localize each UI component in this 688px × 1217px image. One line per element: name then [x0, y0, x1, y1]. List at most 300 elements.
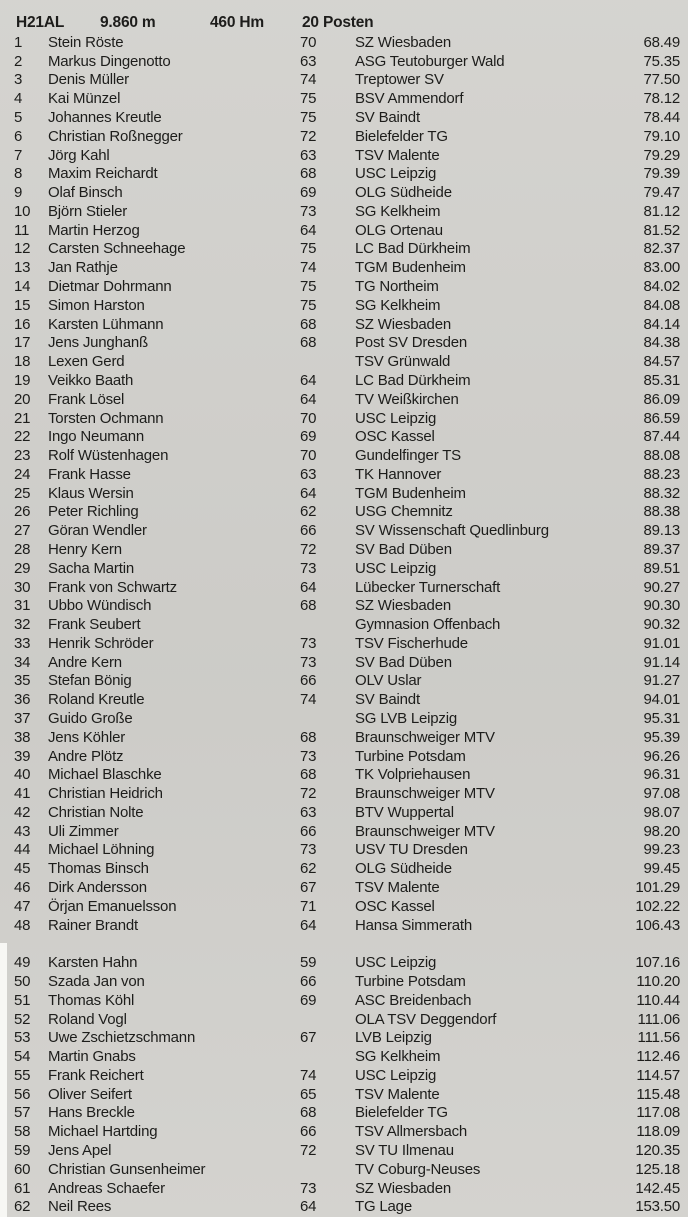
result-club: USG Chemnitz [355, 503, 453, 521]
result-yob: 69 [300, 184, 317, 202]
result-club: SG Kelkheim [355, 1048, 441, 1066]
result-time: 90.30 [643, 597, 680, 615]
result-club: Gymnasion Offenbach [355, 616, 501, 634]
result-place: 18 [14, 353, 31, 371]
result-time: 79.47 [643, 184, 680, 202]
result-place: 17 [14, 334, 31, 352]
result-name: Simon Harston [48, 296, 145, 314]
result-name: Szada Jan von [48, 972, 145, 990]
result-time: 97.08 [643, 785, 680, 803]
table-row [0, 89, 688, 108]
result-place: 15 [14, 296, 31, 314]
result-yob: 66 [300, 672, 317, 690]
table-row [0, 653, 688, 672]
result-time: 95.31 [643, 710, 680, 728]
result-time: 115.48 [636, 1085, 680, 1103]
table-row [0, 127, 688, 146]
result-yob: 66 [300, 972, 317, 990]
result-time: 77.50 [643, 71, 680, 89]
result-place: 11 [14, 221, 30, 239]
result-club: TK Hannover [355, 465, 442, 483]
result-club: Braunschweiger MTV [355, 728, 495, 746]
result-place: 34 [14, 653, 31, 671]
result-name: Thomas Köhl [48, 991, 135, 1009]
result-yob: 74 [300, 691, 317, 709]
table-row [0, 427, 688, 446]
table-row [0, 1066, 688, 1085]
result-club: SV Wissenschaft Quedlinburg [355, 522, 549, 540]
result-yob: 59 [300, 954, 317, 972]
result-yob: 72 [300, 785, 317, 803]
result-time: 89.51 [643, 559, 680, 577]
table-row [0, 916, 688, 935]
result-time: 75.35 [643, 52, 680, 70]
result-club: TG Lage [355, 1198, 412, 1216]
result-yob: 75 [300, 109, 317, 127]
result-name: Frank Reichert [48, 1066, 144, 1084]
result-yob: 63 [300, 465, 317, 483]
result-club: OLV Uslar [355, 672, 422, 690]
result-time: 85.31 [643, 371, 680, 389]
result-time: 81.52 [643, 221, 680, 239]
result-name: Andreas Schaefer [48, 1179, 165, 1197]
result-yob: 70 [300, 447, 317, 465]
result-club: Bielefelder TG [355, 1104, 448, 1122]
result-name: Carsten Schneehage [48, 240, 186, 258]
result-place: 10 [14, 202, 31, 220]
result-name: Kai Münzel [48, 90, 121, 108]
table-row [0, 540, 688, 559]
result-yob: 65 [300, 1085, 317, 1103]
result-name: Ingo Neumann [48, 428, 145, 446]
result-yob: 68 [300, 165, 317, 183]
result-name: Guido Große [48, 710, 133, 728]
table-row [0, 878, 688, 897]
result-yob: 68 [300, 1104, 317, 1122]
result-place: 1 [14, 33, 23, 51]
result-place: 45 [14, 860, 31, 878]
result-club: TG Northeim [355, 278, 439, 296]
result-yob: 69 [300, 991, 317, 1009]
result-yob: 64 [300, 221, 317, 239]
table-row [0, 52, 688, 71]
result-yob: 75 [300, 240, 317, 258]
result-club: SV Baindt [355, 691, 420, 709]
result-club: TSV Fischerhude [355, 634, 468, 652]
result-club: BSV Ammendorf [355, 90, 464, 108]
result-club: Lübecker Turnerschaft [355, 578, 501, 596]
result-name: Andre Kern [48, 653, 122, 671]
table-row [0, 1179, 688, 1198]
result-time: 86.59 [643, 409, 680, 427]
result-place: 37 [14, 710, 31, 728]
result-name: Björn Stieler [48, 202, 128, 220]
result-name: Dietmar Dohrmann [48, 278, 172, 296]
result-yob: 68 [300, 728, 317, 746]
result-yob: 68 [300, 315, 317, 333]
result-place: 19 [14, 371, 31, 389]
result-yob: 68 [300, 766, 317, 784]
result-club: SV Bad Düben [355, 540, 452, 558]
result-name: Andre Plötz [48, 747, 124, 765]
table-row [0, 559, 688, 578]
scan-page-edge [0, 943, 7, 1217]
result-time: 79.29 [643, 146, 680, 164]
result-place: 62 [14, 1198, 31, 1216]
table-row [0, 164, 688, 183]
result-name: Michael Hartding [48, 1123, 158, 1141]
result-name: Henry Kern [48, 540, 122, 558]
result-name: Martin Herzog [48, 221, 140, 239]
table-row [0, 221, 688, 240]
result-time: 89.37 [643, 540, 680, 558]
table-row [0, 1160, 688, 1179]
table-row [0, 277, 688, 296]
result-yob: 66 [300, 1123, 317, 1141]
category-label: H21AL [16, 14, 65, 31]
result-name: Roland Kreutle [48, 691, 145, 709]
result-place: 38 [14, 728, 31, 746]
result-place: 7 [14, 146, 23, 164]
result-time: 84.02 [643, 278, 680, 296]
result-place: 14 [14, 278, 31, 296]
result-place: 26 [14, 503, 31, 521]
result-club: TV Coburg-Neuses [355, 1160, 481, 1178]
table-row [0, 747, 688, 766]
result-yob: 73 [300, 747, 317, 765]
result-time: 88.08 [643, 447, 680, 465]
result-place: 48 [14, 916, 31, 934]
result-club: SG Kelkheim [355, 296, 441, 314]
table-row [0, 1141, 688, 1160]
result-place: 6 [14, 127, 23, 145]
result-club: TGM Budenheim [355, 484, 466, 502]
result-place: 35 [14, 672, 31, 690]
result-place: 46 [14, 879, 31, 897]
result-place: 51 [14, 991, 31, 1009]
result-time: 84.38 [643, 334, 680, 352]
result-place: 33 [14, 634, 31, 652]
result-time: 112.46 [636, 1048, 680, 1066]
result-time: 90.32 [643, 616, 680, 634]
result-time: 102.22 [635, 897, 680, 915]
result-name: Uli Zimmer [48, 822, 119, 840]
result-place: 36 [14, 691, 31, 709]
table-row [0, 841, 688, 860]
result-yob: 75 [300, 278, 317, 296]
table-row [0, 465, 688, 484]
results-header [0, 0, 688, 33]
table-row [0, 578, 688, 597]
result-time: 117.08 [636, 1104, 680, 1122]
result-club: ASG Teutoburger Wald [355, 52, 505, 70]
result-place: 5 [14, 109, 23, 127]
result-place: 40 [14, 766, 31, 784]
result-club: Gundelfinger TS [355, 447, 461, 465]
result-name: Thomas Binsch [48, 860, 149, 878]
result-place: 31 [14, 597, 31, 615]
result-time: 118.09 [636, 1123, 680, 1141]
result-club: BTV Wuppertal [355, 803, 454, 821]
result-time: 110.20 [636, 972, 680, 990]
table-row [0, 315, 688, 334]
result-place: 54 [14, 1048, 31, 1066]
result-club: USC Leipzig [355, 559, 437, 577]
result-place: 27 [14, 522, 31, 540]
result-yob: 73 [300, 1179, 317, 1197]
result-yob: 67 [300, 879, 317, 897]
result-yob: 74 [300, 259, 317, 277]
result-name: Frank Seubert [48, 616, 141, 634]
result-name: Peter Richling [48, 503, 139, 521]
result-name: Michael Löhning [48, 841, 155, 859]
result-yob: 64 [300, 371, 317, 389]
result-name: Denis Müller [48, 71, 129, 89]
table-row [0, 409, 688, 428]
result-name: Karsten Hahn [48, 954, 138, 972]
result-name: Veikko Baath [48, 371, 134, 389]
result-time: 96.26 [643, 747, 680, 765]
result-yob: 66 [300, 522, 317, 540]
result-place: 21 [14, 409, 31, 427]
result-yob: 64 [300, 1198, 317, 1216]
result-yob: 73 [300, 653, 317, 671]
result-yob: 66 [300, 822, 317, 840]
result-name: Henrik Schröder [48, 634, 154, 652]
result-place: 4 [14, 90, 23, 108]
result-yob: 63 [300, 52, 317, 70]
result-time: 78.44 [643, 109, 680, 127]
table-row [0, 859, 688, 878]
result-yob: 74 [300, 71, 317, 89]
result-name: Neil Rees [48, 1198, 112, 1216]
result-name: Sacha Martin [48, 559, 134, 577]
result-place: 55 [14, 1066, 31, 1084]
table-row [0, 765, 688, 784]
result-yob: 70 [300, 33, 317, 51]
table-row [0, 1085, 688, 1104]
table-row [0, 240, 688, 259]
result-club: TK Volpriehausen [355, 766, 471, 784]
result-time: 68.49 [643, 33, 680, 51]
result-club: OLG Südheide [355, 860, 452, 878]
result-name: Jörg Kahl [48, 146, 110, 164]
table-row [0, 521, 688, 540]
result-club: Braunschweiger MTV [355, 822, 495, 840]
result-place: 52 [14, 1010, 31, 1028]
result-club: Post SV Dresden [355, 334, 468, 352]
result-name: Markus Dingenotto [48, 52, 171, 70]
result-name: Frank Hasse [48, 465, 131, 483]
result-club: TGM Budenheim [355, 259, 466, 277]
result-name: Martin Gnabs [48, 1048, 136, 1066]
result-yob: 62 [300, 503, 317, 521]
result-time: 79.10 [643, 127, 680, 145]
result-club: USC Leipzig [355, 409, 437, 427]
result-club: SV TU Ilmenau [355, 1141, 454, 1159]
result-time: 94.01 [643, 691, 680, 709]
result-time: 90.27 [643, 578, 680, 596]
result-place: 13 [14, 259, 31, 277]
result-yob: 69 [300, 428, 317, 446]
result-name: Jens Köhler [48, 728, 126, 746]
result-club: LVB Leipzig [355, 1029, 432, 1047]
result-place: 32 [14, 616, 31, 634]
table-row [0, 390, 688, 409]
result-place: 25 [14, 484, 31, 502]
result-club: USV TU Dresden [355, 841, 468, 859]
result-club: TSV Grünwald [355, 353, 451, 371]
result-name: Lexen Gerd [48, 353, 125, 371]
table-row [0, 634, 688, 653]
result-time: 153.50 [635, 1198, 680, 1216]
result-club: OSC Kassel [355, 897, 435, 915]
table-row [0, 503, 688, 522]
result-place: 61 [14, 1179, 31, 1197]
result-name: Uwe Zschietzschmann [48, 1029, 196, 1047]
result-time: 99.23 [643, 841, 680, 859]
result-place: 29 [14, 559, 31, 577]
result-yob: 72 [300, 540, 317, 558]
result-place: 23 [14, 447, 31, 465]
result-name: Stein Röste [48, 33, 124, 51]
table-row [0, 33, 688, 52]
result-name: Christian Roßnegger [48, 127, 183, 145]
result-name: Maxim Reichardt [48, 165, 158, 183]
result-yob: 63 [300, 803, 317, 821]
result-club: OLA TSV Deggendorf [355, 1010, 497, 1028]
result-yob: 74 [300, 1066, 317, 1084]
table-row [0, 1197, 688, 1216]
table-row [0, 803, 688, 822]
result-yob: 72 [300, 127, 317, 145]
table-row [0, 1104, 688, 1123]
section-gap [0, 935, 688, 954]
result-name: Örjan Emanuelsson [48, 897, 177, 915]
result-place: 28 [14, 540, 31, 558]
result-club: OLG Südheide [355, 184, 452, 202]
result-yob: 64 [300, 578, 317, 596]
result-place: 47 [14, 897, 31, 915]
result-club: USC Leipzig [355, 165, 437, 183]
result-place: 57 [14, 1104, 31, 1122]
result-place: 3 [14, 71, 23, 89]
result-club: SV Bad Düben [355, 653, 452, 671]
result-club: Bielefelder TG [355, 127, 448, 145]
table-row [0, 446, 688, 465]
result-place: 2 [14, 52, 23, 70]
result-name: Karsten Lühmann [48, 315, 164, 333]
result-club: TV Weißkirchen [355, 390, 459, 408]
result-place: 44 [14, 841, 31, 859]
result-time: 87.44 [643, 428, 680, 446]
result-name: Rolf Wüstenhagen [48, 447, 169, 465]
result-name: Dirk Andersson [48, 879, 147, 897]
table-row [0, 334, 688, 353]
result-time: 125.18 [635, 1160, 680, 1178]
result-club: Treptower SV [355, 71, 444, 89]
table-row [0, 596, 688, 615]
result-club: SZ Wiesbaden [355, 33, 451, 51]
result-name: Rainer Brandt [48, 916, 138, 934]
result-club: TSV Malente [355, 146, 440, 164]
result-time: 114.57 [636, 1066, 680, 1084]
result-time: 91.14 [643, 653, 680, 671]
result-time: 106.43 [635, 916, 680, 934]
result-place: 56 [14, 1085, 31, 1103]
results-list [0, 33, 688, 1216]
result-club: SG Kelkheim [355, 202, 441, 220]
result-name: Frank Lösel [48, 390, 125, 408]
result-yob: 68 [300, 334, 317, 352]
table-row [0, 484, 688, 503]
result-club: TSV Malente [355, 1085, 440, 1103]
result-yob: 75 [300, 296, 317, 314]
result-club: LC Bad Dürkheim [355, 240, 471, 258]
result-name: Frank von Schwartz [48, 578, 177, 596]
result-time: 81.12 [643, 202, 680, 220]
result-time: 78.12 [643, 90, 680, 108]
result-time: 88.23 [643, 465, 680, 483]
table-row [0, 71, 688, 90]
table-row [0, 352, 688, 371]
result-yob: 68 [300, 597, 317, 615]
result-club: Hansa Simmerath [355, 916, 473, 934]
result-place: 43 [14, 822, 31, 840]
result-name: Oliver Seifert [48, 1085, 132, 1103]
result-club: TSV Malente [355, 879, 440, 897]
result-place: 50 [14, 972, 31, 990]
result-time: 86.09 [643, 390, 680, 408]
result-name: Christian Gunsenheimer [48, 1160, 206, 1178]
result-time: 84.14 [643, 315, 680, 333]
result-name: Göran Wendler [48, 522, 147, 540]
result-yob: 63 [300, 146, 317, 164]
result-club: Braunschweiger MTV [355, 785, 495, 803]
result-club: OLG Ortenau [355, 221, 443, 239]
table-row [0, 202, 688, 221]
result-club: SZ Wiesbaden [355, 1179, 451, 1197]
result-club: SV Baindt [355, 109, 420, 127]
result-name: Jan Rathje [48, 259, 118, 277]
result-name: Roland Vogl [48, 1010, 127, 1028]
table-row [0, 672, 688, 691]
result-place: 59 [14, 1141, 31, 1159]
result-name: Jens Junghanß [48, 334, 148, 352]
result-name: Hans Breckle [48, 1104, 135, 1122]
result-time: 95.39 [643, 728, 680, 746]
result-time: 99.45 [643, 860, 680, 878]
table-row [0, 615, 688, 634]
result-time: 91.01 [643, 634, 680, 652]
result-place: 12 [14, 240, 31, 258]
result-place: 39 [14, 747, 31, 765]
result-yob: 70 [300, 409, 317, 427]
result-club: OSC Kassel [355, 428, 435, 446]
table-row [0, 108, 688, 127]
table-row [0, 991, 688, 1010]
result-name: Torsten Ochmann [48, 409, 164, 427]
table-row [0, 822, 688, 841]
result-time: 79.39 [643, 165, 680, 183]
table-row [0, 709, 688, 728]
result-name: Christian Heidrich [48, 785, 163, 803]
result-time: 111.06 [637, 1010, 680, 1028]
result-time: 88.38 [643, 503, 680, 521]
result-name: Johannes Kreutle [48, 109, 162, 127]
result-place: 60 [14, 1160, 31, 1178]
result-place: 53 [14, 1029, 31, 1047]
